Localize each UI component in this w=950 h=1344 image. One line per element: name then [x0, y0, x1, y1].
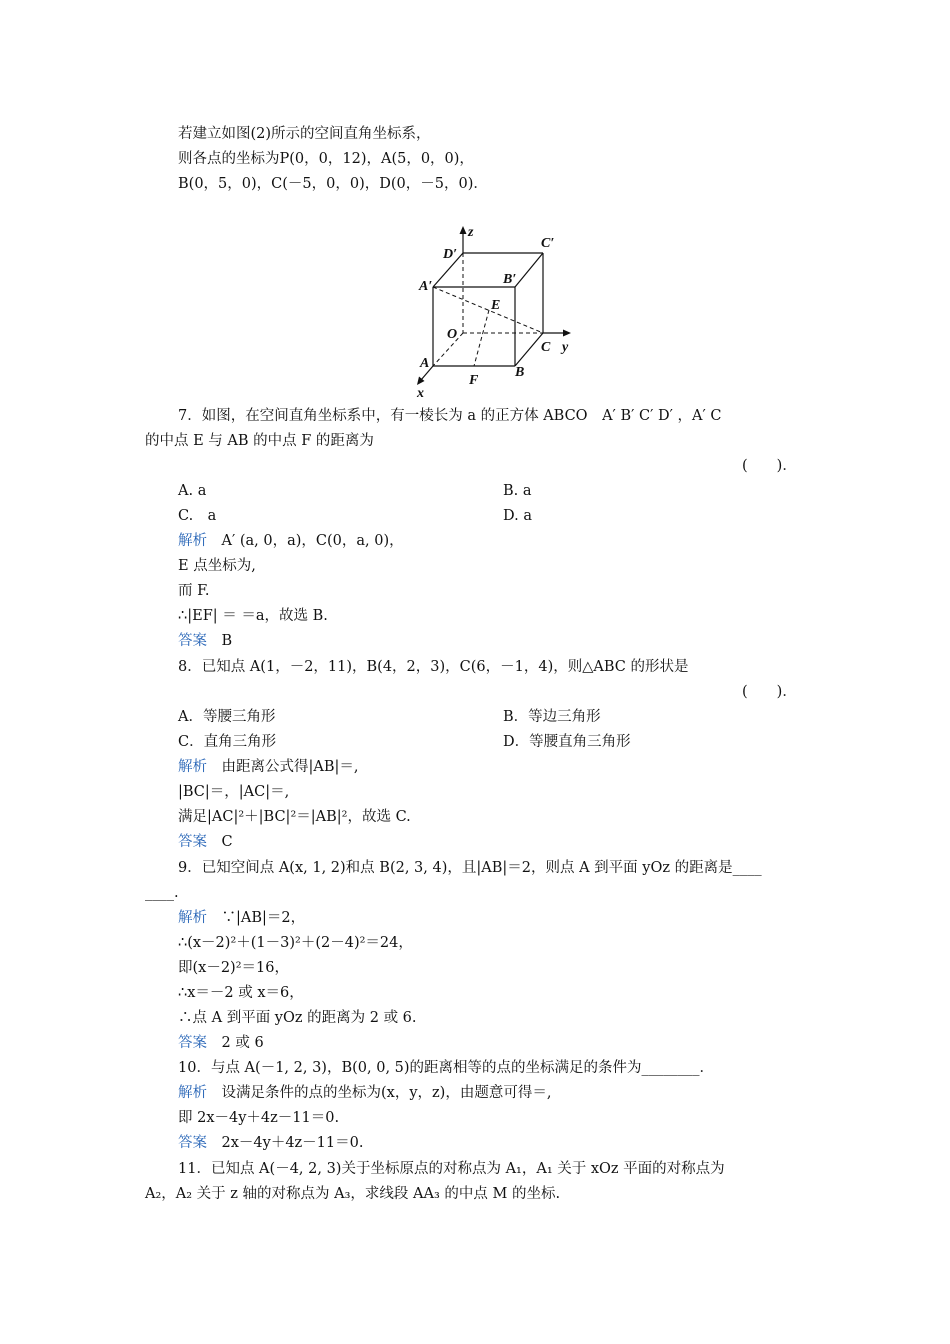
- q7-analysis-line-1: [178, 531, 404, 551]
- q7-stem-line-1: 7．如图，在空间直角坐标系中，有一棱长为 a 的正方体 ABCO A′ B′ C′ D′ ，A′ C: [178, 408, 722, 424]
- q7-analysis-line-2: E 点坐标为,: [178, 558, 256, 574]
- intro-line-2: 则各点的坐标为P(0，0，12)，A(5，0，0)，: [178, 151, 474, 167]
- label-a: A: [420, 356, 430, 371]
- answer-label: 答案: [178, 834, 207, 850]
- q8-analysis-line-1: [178, 757, 359, 777]
- label-b: B: [515, 365, 525, 380]
- q11-stem-line-1: 11．已知点 A(－4, 2, 3)关于坐标原点的对称点为 A₁，A₁ 关于 xOz 平面的对称点为: [178, 1161, 725, 1177]
- q7-option-c: C. a: [178, 508, 217, 524]
- label-z: z: [468, 225, 474, 240]
- intro-line-3: B(0，5，0)，C(－5，0，0)，D(0，－5，0)．: [178, 176, 488, 192]
- q9-analysis-text-1: ∵|AB|＝2，: [207, 910, 306, 926]
- q10-analysis-line-1: [178, 1083, 551, 1103]
- q9-answer: 2 或 6: [207, 1035, 264, 1051]
- q7-analysis-line-4: ∴|EF| ＝ ＝a，故选 B.: [178, 608, 328, 624]
- intro-line-1: 若建立如图(2)所示的空间直角坐标系，: [178, 126, 431, 142]
- q9-analysis-line-2: ∴(x－2)²＋(1－3)²＋(2－4)²＝24，: [178, 935, 413, 951]
- q8-analysis-line-3: 满足|AC|²＋|BC|²＝|AB|²，故选 C.: [178, 809, 411, 825]
- q7-option-d: D. a: [503, 508, 532, 524]
- q10-answer-line: [178, 1133, 363, 1153]
- answer-label: 答案: [178, 633, 207, 649]
- q8-option-b: B．等边三角形: [503, 709, 601, 725]
- q9-stem-line-1: 9．已知空间点 A(x, 1, 2)和点 B(2, 3, 4)，且|AB|＝2，则点 A 到平面 yOz 的距离是____: [178, 860, 762, 876]
- answer-label: 答案: [178, 1035, 207, 1051]
- label-f: F: [469, 373, 479, 388]
- label-o: O: [447, 327, 458, 342]
- answer-label: 答案: [178, 1135, 207, 1151]
- label-c: C: [541, 340, 551, 355]
- q8-analysis-text-1: 由距离公式得|AB|＝,: [207, 759, 359, 775]
- q7-stem-line-2: 的中点 E 与 AB 的中点 F 的距离为: [145, 433, 374, 449]
- q8-answer: C: [207, 834, 233, 850]
- q7-analysis-line-3: 而 F.: [178, 583, 210, 599]
- q8-option-d: D．等腰直角三角形: [503, 734, 631, 750]
- q8-option-a: A．等腰三角形: [178, 709, 276, 725]
- q7-option-b: B. a: [503, 483, 532, 499]
- q7-answer: B: [207, 633, 233, 649]
- label-x: x: [417, 386, 424, 400]
- q9-analysis-line-5: ∴点 A 到平面 yOz 的距离为 2 或 6.: [178, 1010, 417, 1026]
- y-axis-arrow: [563, 330, 571, 337]
- q8-stem: 8．已知点 A(1，－2，11)，B(4，2，3)，C(6，－1，4)，则△ABC 的形状是: [178, 659, 689, 675]
- q9-analysis-line-4: ∴x＝－2 或 x＝6，: [178, 985, 304, 1001]
- q8-answer-line: [178, 832, 233, 852]
- label-e: E: [491, 298, 501, 313]
- q7-analysis-text-1: A′ (a, 0，a)，C(0，a, 0)，: [207, 533, 404, 549]
- q10-answer: 2x－4y＋4z－11＝0.: [207, 1135, 364, 1151]
- q9-analysis-line-3: 即(x－2)²＝16，: [178, 960, 289, 976]
- edge-bottom-right: [515, 333, 543, 366]
- z-axis-arrow: [460, 226, 467, 234]
- label-a-prime: A′: [419, 279, 433, 294]
- q11-stem-line-2: A₂，A₂ 关于 z 轴的对称点为 A₃，求线段 AA₃ 的中点 M 的坐标.: [145, 1186, 561, 1202]
- label-c-prime: C′: [541, 236, 555, 251]
- q10-analysis-line-2: 即 2x－4y＋4z－11＝0.: [178, 1110, 340, 1126]
- label-y: y: [562, 340, 569, 355]
- q8-option-c: C．直角三角形: [178, 734, 277, 750]
- q10-analysis-text-1: 设满足条件的点的坐标为(x，y，z)，由题意可得＝,: [207, 1085, 552, 1101]
- q9-answer-line: [178, 1033, 264, 1053]
- analysis-label: 解析: [178, 533, 207, 549]
- q10-stem: 10．与点 A(－1, 2, 3)，B(0, 0, 5)的距离相等的点的坐标满足的条件为________．: [178, 1060, 715, 1076]
- q7-answer-line: [178, 631, 232, 651]
- q9-analysis-line-1: [178, 908, 305, 928]
- analysis-label: 解析: [178, 759, 207, 775]
- segment-ef: [474, 310, 489, 366]
- q7-answer-paren: ( )．: [742, 458, 797, 474]
- q9-stem-line-2: ____.: [145, 885, 179, 901]
- label-d-prime: D′: [443, 247, 458, 262]
- cube-coordinate-figure: [405, 220, 585, 400]
- q8-answer-paren: ( )．: [742, 684, 797, 700]
- q8-analysis-line-2: |BC|＝，|AC|＝,: [178, 784, 290, 800]
- edge-top-right: [515, 253, 543, 287]
- q7-option-a: A. a: [178, 483, 207, 499]
- label-b-prime: B′: [503, 272, 517, 287]
- analysis-label: 解析: [178, 1085, 207, 1101]
- analysis-label: 解析: [178, 910, 207, 926]
